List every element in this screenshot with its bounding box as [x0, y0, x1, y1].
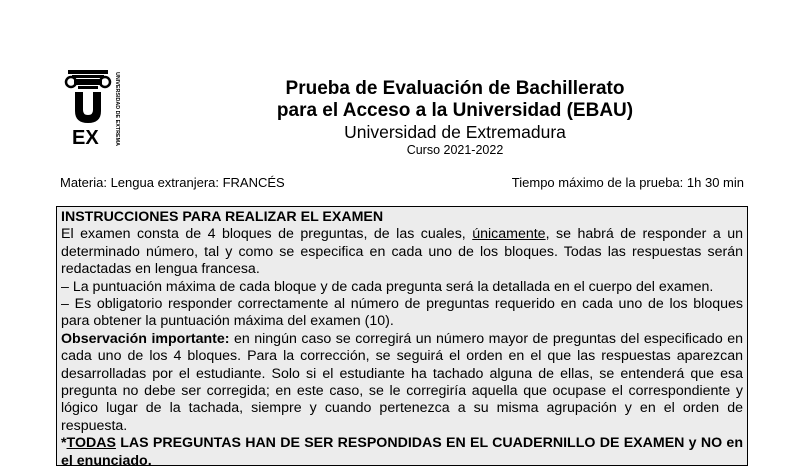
p1-before: El examen consta de 4 bloques de preguntas, de las cuales,	[61, 226, 473, 243]
time-limit-label: Tiempo máximo de la prueba: 1h 30 min	[511, 175, 744, 190]
uex-logo-icon	[64, 68, 128, 146]
final-notice	[61, 435, 743, 470]
exam-header	[200, 78, 710, 158]
p1-after: , se habrá de responder a un determinado número, tal y como se especifica en cada uno de los bloques. Todas las respuestas serán redactadas en lengua francesa.	[61, 226, 743, 278]
p1-underlined: únicamente	[472, 226, 546, 243]
course-year: Curso 2021-2022	[406, 143, 504, 157]
instructions-paragraph-3: – Es obligatorio responder correctamente al número de preguntas requerido en cada uno de los bloques para obtener la puntuación máxima del examen (10).	[61, 296, 743, 330]
instructions-box	[56, 206, 748, 469]
university-logo	[64, 68, 128, 146]
observation-label: Observación importante:	[61, 330, 230, 347]
instructions-paragraph-2: – La puntuación máxima de cada bloque y de cada pregunta será la detallada en el cuerpo del examen.	[61, 278, 714, 295]
university-name: Universidad de Extremadura	[344, 122, 566, 142]
final-star: *	[61, 435, 67, 452]
title-line-2: para el Acceso a la Universidad (EBAU)	[276, 100, 634, 121]
final-rest: LAS PREGUNTAS HAN DE SER RESPONDIDAS EN EL CUADERNILLO DE EXAMEN y NO en el enunciado.	[61, 435, 743, 469]
observation-text: en ningún caso se corregirá un número mayor de preguntas del especificado en cada uno de los 4 bloques. Para la corrección, se seguirá el orden en el que las respuestas aparezcan desarrolladas por el estudiante. Solo si el estudiante ha tachado alguna de ellas, se entenderá que esa pregunta no debe ser corregida; en este caso, se le corregiría aquella que ocupase el correspondiente y lógico lugar de la tachada, siempre y cuando pertenezca a su misma agrupación y en el orden de respuesta.	[61, 330, 743, 434]
final-underlined: TODAS	[66, 435, 116, 452]
logo-ex-text: EX	[72, 127, 99, 146]
logo-side-text: UNIVERSIDAD DE EXTREMADURA	[114, 72, 120, 146]
instructions-paragraph-1	[61, 226, 743, 278]
title-line-1: Prueba de Evaluación de Bachillerato	[285, 78, 625, 99]
observation-paragraph	[61, 331, 743, 435]
subject-label: Materia: Lengua extranjera: FRANCÉS	[60, 175, 285, 190]
instructions-heading: INSTRUCCIONES PARA REALIZAR EL EXAMEN	[61, 209, 384, 225]
